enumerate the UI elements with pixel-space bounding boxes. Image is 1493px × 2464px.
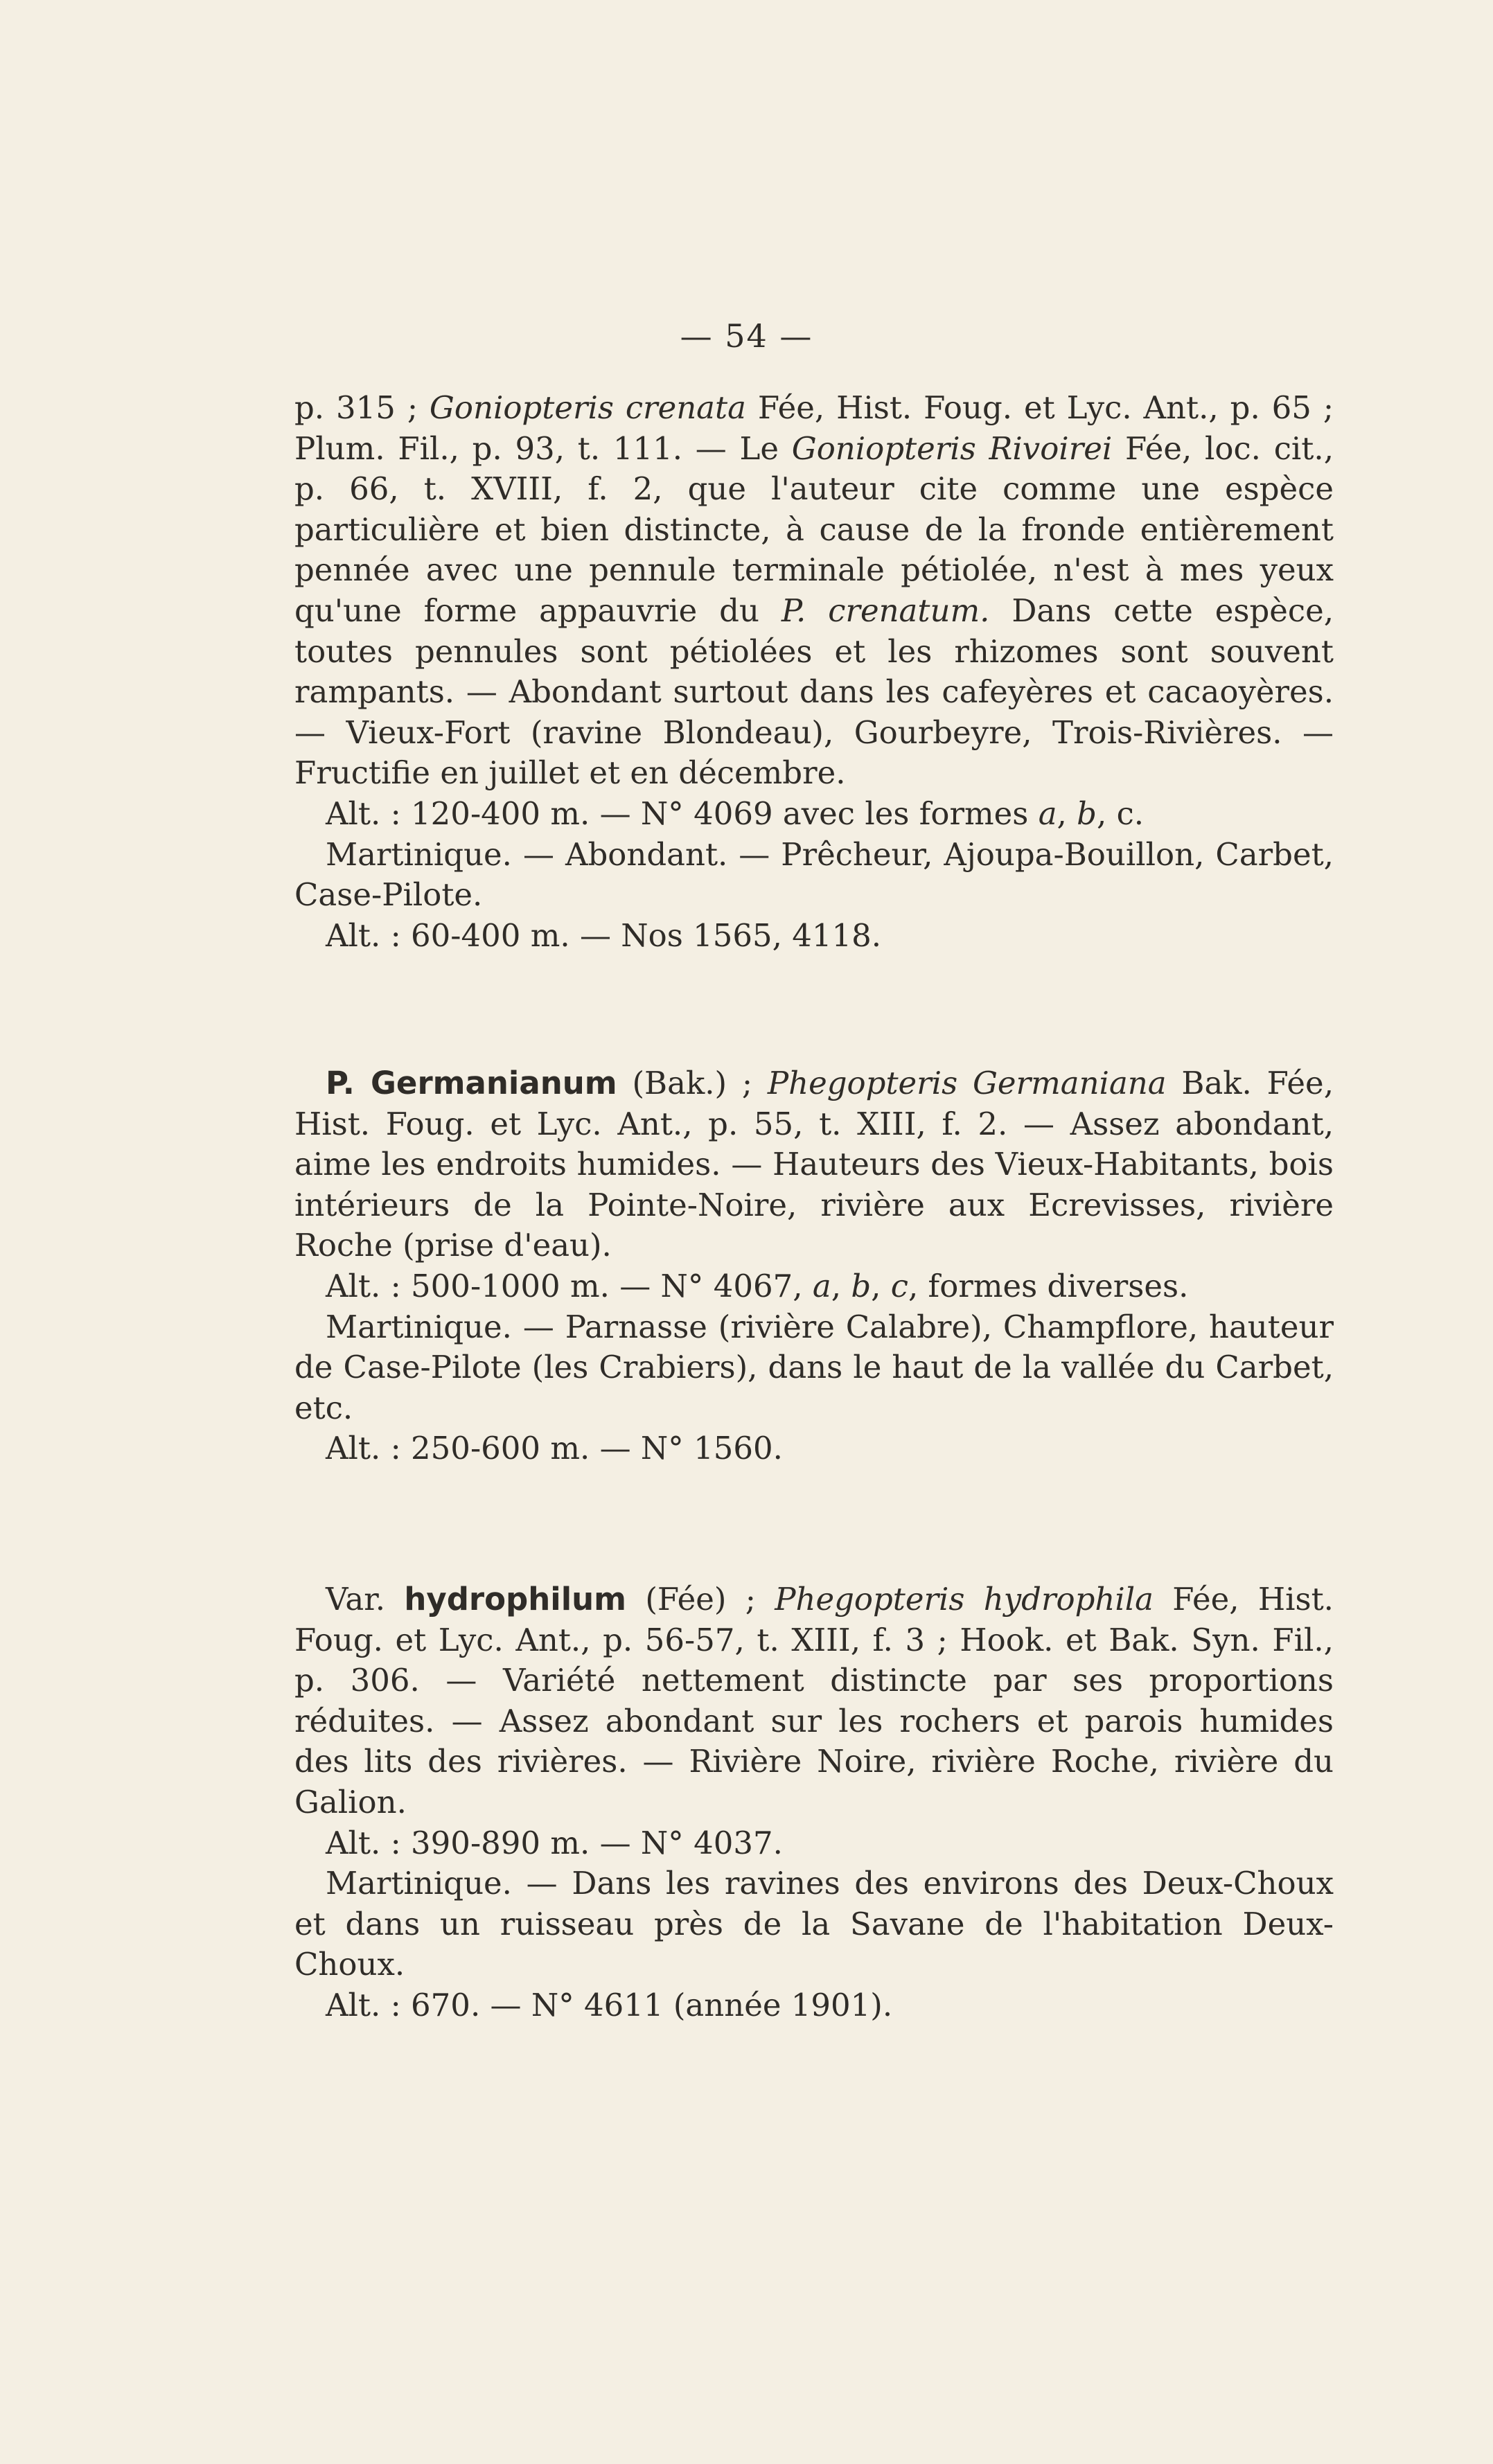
text-block-goniopteris bbox=[294, 388, 1334, 956]
paragraph-altitude: Alt. : 500-1000 m. — N° 4067, a, b, c, formes diverses. bbox=[326, 1267, 1189, 1304]
page-number: — 54 — bbox=[680, 317, 813, 355]
paragraph-germanianum-description: P. Germanianum (Bak.) ; Phegopteris Germaniana Bak. Fée, Hist. Foug. et Lyc. Ant., p. 55, t. XIII, f. 2. — Assez abondant, aime les endroits humides. — Hauteurs des Vieux-Habitants, bois intérieurs de la Pointe-Noire, rivière aux Ecrevisses, rivière Roche (prise d'eau). bbox=[294, 1065, 1334, 1264]
paragraph-altitude: Alt. : 670. — N° 4611 (année 1901). bbox=[326, 1986, 893, 2023]
paragraph-martinique: Martinique. — Parnasse (rivière Calabre), Champflore, hauteur de Case-Pilote (les Crabiers), dans le haut de la vallée du Carbet, etc. bbox=[294, 1308, 1334, 1426]
taxon-name: P. Germanianum bbox=[326, 1065, 617, 1101]
paragraph-martinique: Martinique. — Dans les ravines des environs des Deux-Choux et dans un ruisseau près de la Savane de l'habitation Deux-Choux. bbox=[294, 1865, 1334, 1983]
text-block-hydrophilum bbox=[294, 1579, 1334, 2026]
paragraph-altitude: Alt. : 60-400 m. — Nos 1565, 4118. bbox=[326, 916, 882, 954]
paragraph-martinique: Martinique. — Abondant. — Prêcheur, Ajoupa-Bouillon, Carbet, Case-Pilote. bbox=[294, 835, 1334, 914]
paragraph-hydrophilum-description: Var. hydrophilum (Fée) ; Phegopteris hydrophila Fée, Hist. Foug. et Lyc. Ant., p. 56-57, t. XIII, f. 3 ; Hook. et Bak. Syn. Fil., p. 306. — Variété nettement distincte par ses proportions réduites. — Assez abondant sur les rochers et parois humides des lits des rivières. — Rivière Noire, rivière Roche, rivière du Galion. bbox=[294, 1581, 1334, 1820]
paragraph-goniopteris-description: p. 315 ; Goniopteris crenata Fée, Hist. Foug. et Lyc. Ant., p. 65 ; Plum. Fil., p. 93, t. 111. — Le Goniopteris Rivoirei Fée, loc. cit., p. 66, t. XVIII, f. 2, que l'auteur cite comme une espèce particulière et bien distincte, à cause de la fronde entièrement pennée avec une pennule terminale pétiolée, n'est à mes yeux qu'une forme appauvrie du P. crenatum. Dans cette espèce, toutes pennules sont pétiolées et les rhizomes sont souvent rampants. — Abondant surtout dans les cafeyères et cacaoyères. — Vieux-Fort (ravine Blondeau), Gourbeyre, Trois-Rivières. — Fructifie en juillet et en décembre. bbox=[294, 389, 1334, 792]
paragraph-altitude: Alt. : 390-890 m. — N° 4037. bbox=[326, 1824, 783, 1861]
paragraph-altitude: Alt. : 250-600 m. — N° 1560. bbox=[326, 1430, 783, 1467]
taxon-name: hydrophilum bbox=[404, 1581, 627, 1617]
paragraph-altitude: Alt. : 120-400 m. — N° 4069 avec les formes a, b, c. bbox=[326, 795, 1145, 832]
text-block-germanianum bbox=[294, 1063, 1334, 1469]
